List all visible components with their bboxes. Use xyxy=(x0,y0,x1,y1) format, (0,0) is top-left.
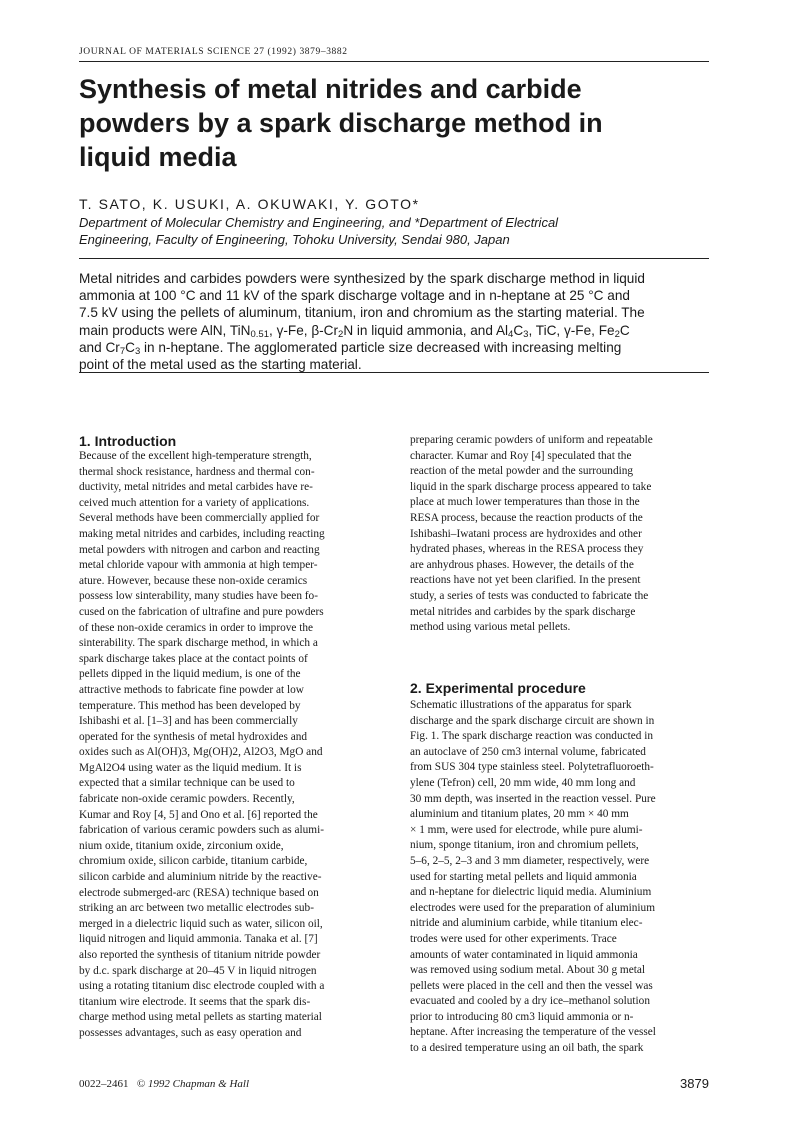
text-line: Several methods have been commercially applied for xyxy=(79,512,320,525)
text-line: used for starting metal pellets and liquid ammonia xyxy=(410,870,637,883)
text-line: spark discharge takes place at the contact points of xyxy=(79,652,308,665)
text-line: character. Kumar and Roy [4] speculated that the xyxy=(410,449,632,462)
text-line: are anhydrous phases. However, the details of the xyxy=(410,558,634,571)
text-line: ylene (Tefron) cell, 20 mm wide, 40 mm long and xyxy=(410,776,636,789)
page-number: 3879 xyxy=(680,1076,709,1091)
article-title xyxy=(79,72,679,174)
section-heading-experimental: 2. Experimental procedure xyxy=(410,680,586,696)
abstract-line: 7.5 kV using the pellets of aluminum, titanium, iron and chromium as the starting material. The xyxy=(79,305,645,321)
text-line: Ishibashi et al. [1–3] and has been commercially xyxy=(79,715,298,728)
text-line: ceived much attention for a variety of applications. xyxy=(79,496,310,509)
text-line: prior to introducing 80 cm3 liquid ammonia or n- xyxy=(410,1010,634,1023)
text-line: ductivity, metal nitrides and metal carbides have re- xyxy=(79,481,313,494)
abstract-line: ammonia at 100 °C and 11 kV of the spark discharge voltage and in n-heptane at 25 °C and xyxy=(79,288,630,304)
abstract-line: point of the metal used as the starting material. xyxy=(79,357,362,373)
title-line: powders by a spark discharge method in xyxy=(79,108,603,138)
text-line: possesses advantages, such as easy operation and xyxy=(79,1026,302,1039)
text-line: an autoclave of 250 cm3 internal volume, fabricated xyxy=(410,745,646,758)
introduction-body xyxy=(79,449,381,1042)
text-line: chromium oxide, silicon carbide, titanium carbide, xyxy=(79,855,308,868)
author-list: T. SATO, K. USUKI, A. OKUWAKI, Y. GOTO* xyxy=(79,196,420,212)
text-line: metal nitrides and carbides by the spark discharge xyxy=(410,605,636,618)
text-line: expected that a similar technique can be used to xyxy=(79,777,295,790)
text-line: RESA process, because the reaction products of the xyxy=(410,511,643,524)
text-line: liquid nitrogen and liquid ammonia. Tanaka et al. [7] xyxy=(79,933,318,946)
text-line: 30 mm depth, was inserted in the reaction vessel. Pure xyxy=(410,792,656,805)
text-line: heptane. After increasing the temperature of the vessel xyxy=(410,1026,656,1039)
text-line: thermal shock resistance, hardness and thermal con- xyxy=(79,465,315,478)
text-line: electrode submerged-arc (RESA) technique based on xyxy=(79,886,319,899)
text-line: Fig. 1. The spark discharge reaction was conducted in xyxy=(410,730,654,743)
text-line: making metal nitrides and carbides, including reacting xyxy=(79,527,325,540)
text-line: trodes were used for other experiments. Trace xyxy=(410,932,617,945)
text-line: possess low sinterability, many studies have been fo- xyxy=(79,590,318,603)
text-line: reaction of the metal powder and the surrounding xyxy=(410,465,634,478)
text-line: preparing ceramic powders of uniform and repeatable xyxy=(410,434,653,446)
text-line: metal chloride vapour with ammonia at high temper- xyxy=(79,559,318,572)
issn: 0022–2461 xyxy=(79,1078,129,1090)
text-line: method using various metal pellets. xyxy=(410,621,571,634)
copyright: © 1992 Chapman & Hall xyxy=(136,1078,250,1090)
text-line: evacuated and cooled by a dry ice–methanol solution xyxy=(410,995,650,1008)
footer-issn-copyright xyxy=(79,1078,249,1090)
text-line: electrodes were used for the preparation of aluminium xyxy=(410,901,655,914)
text-line: nitride and aluminium carbide, while titanium elec- xyxy=(410,917,643,930)
text-line: × 1 mm, were used for electrode, while pure alumi- xyxy=(410,823,643,836)
text-line: pellets were placed in the cell and then the vessel was xyxy=(410,979,653,992)
text-line: Schematic illustrations of the apparatus for spark xyxy=(410,699,632,711)
text-line: attractive methods to fabricate fine powder at low xyxy=(79,683,304,696)
text-line: using a rotating titanium disc electrode coupled with a xyxy=(79,980,325,993)
text-line: silicon carbide and aluminium nitride by the reactive- xyxy=(79,871,322,884)
text-line: fabrication of various ceramic powders such as alumi- xyxy=(79,824,324,837)
text-line: charge method using metal pellets as starting material xyxy=(79,1011,322,1024)
text-line: sinterability. The spark discharge method, in which a xyxy=(79,637,318,650)
text-line: temperature. This method has been developed by xyxy=(79,699,301,712)
affiliation-line: Engineering, Faculty of Engineering, Tohoku University, Sendai 980, Japan xyxy=(79,232,510,247)
section-heading-introduction: 1. Introduction xyxy=(79,433,177,449)
text-line: titanium wire electrode. It seems that the spark dis- xyxy=(79,995,311,1008)
text-line: fabricate non-oxide ceramic powders. Recently, xyxy=(79,793,295,806)
abstract-line: Metal nitrides and carbides powders were synthesized by the spark discharge method in liquid xyxy=(79,271,645,286)
header-rule xyxy=(79,61,709,62)
affiliation-line: Department of Molecular Chemistry and Engineering, and *Department of Electrical xyxy=(79,215,559,230)
title-line: Synthesis of metal nitrides and carbide xyxy=(79,74,582,104)
text-line: discharge and the spark discharge circuit are shown in xyxy=(410,714,655,727)
text-line: from SUS 304 type stainless steel. Polytetrafluoroeth- xyxy=(410,761,654,774)
title-line: liquid media xyxy=(79,142,237,172)
text-line: study, a series of tests was conducted to fabricate the xyxy=(410,589,649,602)
text-line: pellets dipped in the liquid medium, is one of the xyxy=(79,668,301,681)
text-line: aluminium and titanium plates, 20 mm × 40 mm xyxy=(410,808,629,821)
text-line: of these non-oxide ceramics in order to improve the xyxy=(79,621,314,634)
text-line: metal powders with nitrogen and carbon and reacting xyxy=(79,543,320,556)
abstract-line: main products were AlN, TiN$_{0.51}$, γ-Fe, $\beta-Cr_2N$ in liquid ammonia, and $Al_4C_3$, TiC, γ-Fe, $Fe_2C$ xyxy=(79,322,630,340)
experimental-body xyxy=(410,698,712,1057)
affiliation xyxy=(79,214,719,248)
text-line: striking an arc between two metallic electrodes sub- xyxy=(79,902,314,915)
text-line: also reported the synthesis of titanium nitride powder xyxy=(79,949,321,961)
text-line: was removed using sodium metal. About 30 g metal xyxy=(410,964,646,977)
text-line: and n-heptane for dielectric liquid media. Aluminium xyxy=(410,886,652,899)
text-line: MgAl2O4 using water as the liquid medium. It is xyxy=(79,761,302,774)
running-head: JOURNAL OF MATERIALS SCIENCE 27 (1992) 3879–3882 xyxy=(79,47,348,57)
text-line: Kumar and Roy [4, 5] and Ono et al. [6] reported the xyxy=(79,808,318,821)
text-line: to a desired temperature using an oil bath, the spark xyxy=(410,1042,644,1055)
text-line: reactions have not yet been clarified. In the present xyxy=(410,574,641,587)
text-line: ature. However, because these non-oxide ceramics xyxy=(79,574,308,587)
text-line: Ishibashi–Iwatani process are hydroxides and other xyxy=(410,527,642,540)
text-line: cused on the fabrication of ultrafine and pure powders xyxy=(79,605,324,618)
introduction-continued xyxy=(410,433,712,636)
text-line: amounts of water contaminated in liquid ammonia xyxy=(410,948,638,961)
text-line: Because of the excellent high-temperature strength, xyxy=(79,450,312,462)
text-line: liquid in the spark discharge process appeared to take xyxy=(410,480,652,493)
text-line: by d.c. spark discharge at 20–45 V in liquid nitrogen xyxy=(79,964,317,977)
text-line: 5–6, 2–5, 2–3 and 3 mm diameter, respectively, were xyxy=(410,854,650,867)
text-line: operated for the synthesis of metal hydroxides and xyxy=(79,730,308,743)
text-line: nium, sponge titanium, iron and chromium pellets, xyxy=(410,839,639,852)
text-line: nium oxide, titanium oxide, zirconium oxide, xyxy=(79,839,284,852)
text-line: hydrated phases, whereas in the RESA process they xyxy=(410,543,644,556)
text-line: place at much lower temperatures than those in the xyxy=(410,496,640,509)
text-line: oxides such as Al(OH)3, Mg(OH)2, Al2O3, MgO and xyxy=(79,746,323,759)
abstract-bottom-rule xyxy=(79,372,709,373)
text-line: merged in a dielectric liquid such as water, silicon oil, xyxy=(79,917,323,930)
abstract xyxy=(79,270,715,373)
abstract-line: and $Cr_7C_3$ in n-heptane. The agglomerated particle size decreased with increasing melting xyxy=(79,339,622,357)
abstract-top-rule xyxy=(79,258,709,259)
